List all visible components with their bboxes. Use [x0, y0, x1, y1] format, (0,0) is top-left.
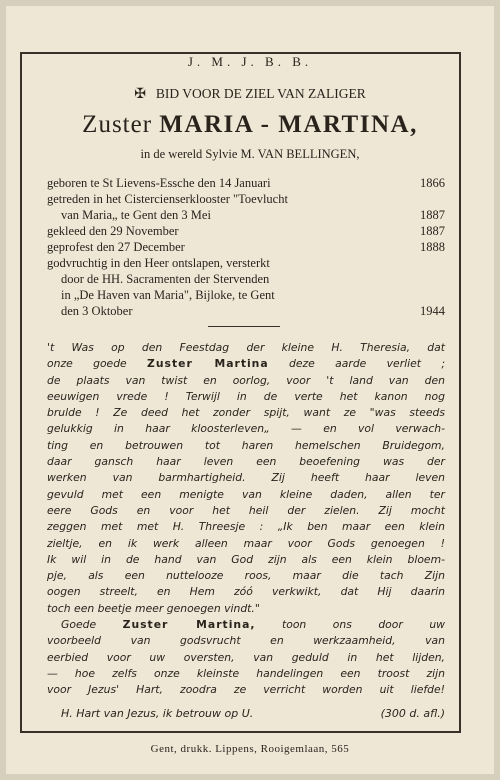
invocation-text: H. Hart van Jezus, ik betrouw op U.: [61, 707, 254, 720]
memorial-text: [47, 340, 445, 699]
name-prefix: Zuster: [82, 111, 153, 138]
life-event-year: 1887: [420, 224, 445, 238]
memorial-text-line: voor Jezus' Hart, zoodra ze verricht worden uit liefde!: [47, 683, 445, 697]
memorial-text-line: gevuld met een menigte van kleine daden, allen ter: [47, 487, 445, 501]
memorial-text-line: eeuwigen vrede ! Terwijl in de verte het kanon nog: [47, 389, 445, 403]
life-event-row: [47, 303, 445, 319]
memorial-text-line: zieltje, en ik werk alleen maar voor Gods genoegen !: [47, 536, 445, 550]
life-event-text: geboren te St Lievens-Essche den 14 Januari: [47, 176, 271, 190]
life-event-row: [47, 223, 445, 239]
life-event-year: 1866: [420, 176, 445, 190]
life-event-text: van Maria„ te Gent den 3 Mei: [61, 208, 211, 222]
indulgence-text: (300 d. afl.): [380, 707, 445, 720]
memorial-text-segment: onze goede: [47, 357, 148, 371]
memorial-text-line: de plaats van twist en oorlog, voor 't land van den: [47, 373, 445, 387]
life-event-text: gekleed den 29 November: [47, 224, 179, 238]
memorial-text-line: oogen streelt, en Hem zóó verkwikt, dat Hij daarin: [47, 585, 445, 599]
worldly-name: in de wereld Sylvie M. VAN BELLINGEN,: [140, 147, 360, 161]
sister-name-emphasis: Zuster Martina,: [122, 618, 256, 632]
life-event-row: [47, 175, 445, 191]
name-main: MARIA - MARTINA,: [159, 111, 418, 138]
sister-name-emphasis: Zuster Martina: [147, 357, 269, 371]
life-event-year: 1888: [420, 240, 445, 254]
life-event-row: [47, 287, 445, 303]
life-event-year: 1887: [420, 208, 445, 222]
memorial-text-segment: toon ons door uw: [255, 618, 445, 632]
life-event-row: [47, 239, 445, 255]
memorial-text-line: daar gansch haar leven een beoefening was der: [47, 455, 445, 469]
life-event-text: getreden in het Cistercienserklooster "Toevlucht: [47, 192, 288, 206]
memorial-text-line: eere Gods en voor het heil der zielen. Zij mocht: [47, 503, 445, 517]
life-event-row: [47, 191, 445, 207]
memorial-text-line: ting en betrouwen tot haren hemelschen Bruidegom,: [47, 438, 445, 452]
memorial-text-line: [47, 356, 445, 372]
life-event-text: godvruchtig in den Heer ontslapen, versterkt: [47, 256, 270, 270]
divider-rule: [208, 326, 280, 327]
cross-icon: ✠: [134, 87, 146, 102]
memorial-text-line: brulde ! Ze deed het zonder spijt, want ze "was steeds: [47, 406, 445, 420]
life-events: [47, 175, 445, 319]
memorial-text-line: werken van barmhartigheid. Zij heeft haar leven: [47, 471, 445, 485]
life-event-year: 1944: [420, 304, 445, 318]
memorial-text-line: voorbeeld van godsvrucht en werkzaamheid, van: [47, 634, 445, 648]
memorial-text-line: zeggen met met H. Threesje : „Ik ben maar een klein: [47, 520, 445, 534]
printer-line: Gent, drukk. Lippens, Rooigemlaan, 565: [150, 743, 350, 755]
prayer-line: [0, 86, 500, 103]
memorial-text-line: Ik wil in de hand van God zijn als een klein bloem-: [47, 552, 445, 566]
memorial-text-line: — hoe zelfs onze kleinste handelingen een troost zijn: [47, 666, 445, 680]
life-event-row: [47, 207, 445, 223]
life-event-row: [47, 255, 445, 271]
memorial-text-segment: Goede: [61, 618, 123, 632]
life-event-text: den 3 Oktober: [61, 304, 133, 318]
memorial-text-line: 't Was op den Feestdag der kleine H. Theresia, dat: [47, 341, 445, 354]
life-event-row: [47, 271, 445, 287]
memorial-text-line: pje, als een nuttelooze roos, maar die tach Zijn: [47, 569, 445, 583]
life-event-text: door de HH. Sacramenten der Stervenden: [61, 272, 270, 286]
life-event-text: in „De Haven van Maria", Bijloke, te Gent: [61, 288, 275, 302]
memorial-text-line: gelukkig in haar kloosterleven„ — en vol verwach-: [47, 422, 445, 436]
memorial-text-line: [47, 617, 445, 633]
prayer-text: BID VOOR DE ZIEL VAN ZALIGER: [155, 86, 366, 101]
memorial-text-line: eerbied voor uw oversten, van geduld in het lijden,: [47, 650, 445, 664]
header-initials: J. M. J. B. B.: [187, 54, 313, 69]
memorial-text-line: toch een beetje meer genoegen vindt.": [47, 601, 260, 615]
life-event-text: geprofest den 27 December: [47, 240, 185, 254]
deceased-name: [0, 111, 500, 139]
closing-invocation: [47, 707, 445, 720]
memorial-text-segment: deze aarde verliet ;: [268, 357, 445, 371]
